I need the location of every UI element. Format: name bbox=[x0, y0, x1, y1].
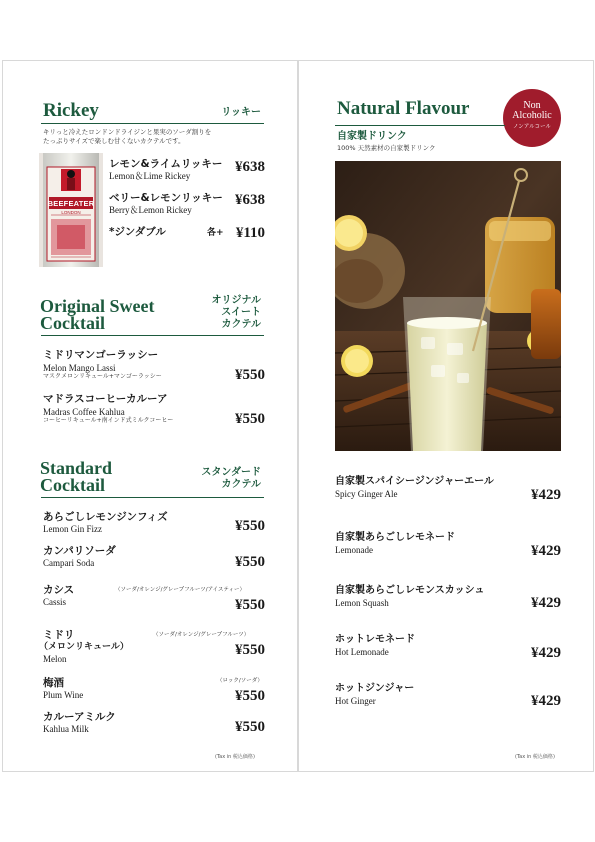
original-item-2-name-jp: マドラスコーヒーカルーア bbox=[43, 393, 168, 405]
rickey-item-1-price: ¥638 bbox=[235, 159, 265, 175]
natural-item-4-price: ¥429 bbox=[531, 645, 561, 661]
natural-item-1-name-jp: 自家製スパイシージンジャーエール bbox=[335, 476, 494, 487]
standard-item-3-price: ¥550 bbox=[235, 597, 265, 613]
natural-item-1-price: ¥429 bbox=[531, 487, 561, 503]
rickey-addon-prefix: 各+ bbox=[207, 228, 224, 238]
original-title-line-2: Cocktail bbox=[40, 313, 105, 333]
standard-item-1-name-jp: あらごしレモンジンフィズ bbox=[43, 511, 168, 523]
right-menu-page bbox=[298, 60, 594, 772]
standard-item-5-name-en: Plum Wine bbox=[43, 690, 84, 700]
original-item-1-desc: マスクメロンリキュール+マンゴーラッシー bbox=[43, 373, 162, 380]
natural-item-4-name-jp: ホットレモネード bbox=[335, 634, 415, 645]
original-item-2-name-en: Madras Coffee Kahlua bbox=[43, 407, 125, 417]
natural-item-5-price: ¥429 bbox=[531, 693, 561, 709]
lemonade-photo bbox=[335, 161, 561, 451]
natural-rule bbox=[335, 125, 505, 126]
standard-item-5-name-jp: 梅酒 bbox=[43, 677, 64, 689]
rickey-item-2-name-en: Berry＆Lemon Rickey bbox=[109, 205, 192, 215]
original-item-1-price: ¥550 bbox=[235, 367, 265, 383]
rickey-title-jp: リッキー bbox=[221, 107, 261, 118]
right-tax-note: (Tax in 税込価格) bbox=[515, 754, 555, 760]
standard-item-2-price: ¥550 bbox=[235, 554, 265, 570]
natural-item-3-price: ¥429 bbox=[531, 595, 561, 611]
standard-item-5-price: ¥550 bbox=[235, 688, 265, 704]
standard-item-4-name-jp-2: （メロンリキュール） bbox=[39, 642, 129, 652]
natural-item-4-name-en: Hot Lemonade bbox=[335, 647, 389, 657]
natural-item-5-name-jp: ホットジンジャー bbox=[335, 683, 415, 694]
left-tax-note: (Tax in 税込価格) bbox=[215, 754, 255, 760]
original-item-2-desc: コーヒーリキュール+南インド式ミルクコーヒー bbox=[43, 417, 174, 424]
natural-item-2-name-jp: 自家製あらごしレモネード bbox=[335, 532, 455, 543]
rickey-addon-price: ¥110 bbox=[235, 225, 265, 241]
standard-item-6-price: ¥550 bbox=[235, 719, 265, 735]
rickey-item-2-price: ¥638 bbox=[235, 192, 265, 208]
bottle-sub-label: LONDON bbox=[61, 210, 81, 215]
original-title-jp-1: オリジナル bbox=[211, 295, 261, 306]
standard-item-2-name-en: Campari Soda bbox=[43, 558, 95, 568]
standard-item-2-name-jp: カンパリソーダ bbox=[43, 545, 116, 557]
rickey-title: Rickey bbox=[43, 100, 99, 121]
natural-item-2-name-en: Lemonade bbox=[335, 545, 373, 555]
standard-title-line-2: Cocktail bbox=[40, 475, 105, 495]
original-item-1-name-jp: ミドリマンゴーラッシー bbox=[43, 349, 159, 361]
bottle-label: BEEFEATER bbox=[47, 199, 95, 208]
rickey-item-2-name-jp: ベリー&レモンリッキー bbox=[109, 192, 223, 204]
standard-item-6-name-jp: カルーアミルク bbox=[43, 711, 116, 723]
original-rule bbox=[41, 335, 264, 336]
standard-item-6-name-en: Kahlua Milk bbox=[43, 724, 89, 734]
rickey-rule bbox=[41, 123, 264, 124]
standard-item-4-name-jp: ミドリ bbox=[43, 629, 75, 641]
rickey-item-1-name-en: Lemon＆Lime Rickey bbox=[109, 171, 191, 181]
natural-subtext: 100% 天然素材の自家製ドリンク bbox=[337, 144, 436, 152]
standard-item-4-name-en: Melon bbox=[43, 654, 67, 664]
natural-item-3-name-en: Lemon Squash bbox=[335, 598, 389, 608]
natural-subtitle: 自家製ドリンク bbox=[337, 131, 407, 142]
standard-title-jp-2: カクテル bbox=[221, 479, 261, 490]
rickey-intro-2: たっぷりサイズで楽しむ甘くないカクテルです。 bbox=[43, 137, 185, 145]
standard-item-1-price: ¥550 bbox=[235, 518, 265, 534]
badge-line-1: Non bbox=[523, 100, 541, 111]
badge-line-2: Alcoholic bbox=[512, 110, 552, 121]
gin-bottle-image bbox=[39, 153, 103, 267]
natural-flavour-title: Natural Flavour bbox=[337, 98, 470, 119]
natural-item-2-price: ¥429 bbox=[531, 543, 561, 559]
standard-rule bbox=[41, 497, 264, 498]
standard-item-3-name-jp: カシス bbox=[43, 584, 75, 596]
natural-item-3-name-jp: 自家製あらごしレモンスカッシュ bbox=[335, 585, 485, 596]
standard-item-1-name-en: Lemon Gin Fizz bbox=[43, 524, 102, 534]
standard-item-4-note: （ソーダ/オレンジ/グレープフルーツ） bbox=[153, 632, 250, 638]
standard-item-3-name-en: Cassis bbox=[43, 597, 67, 607]
original-title-jp-2: スイート bbox=[221, 307, 261, 318]
badge-line-3: ノンアルコール bbox=[513, 124, 551, 130]
original-title-jp-3: カクテル bbox=[221, 319, 261, 330]
standard-title-jp-1: スタンダード bbox=[201, 467, 261, 478]
natural-item-5-name-en: Hot Ginger bbox=[335, 696, 376, 706]
non-alcoholic-badge bbox=[503, 89, 561, 147]
standard-item-5-note: （ロック/ソーダ） bbox=[217, 678, 263, 684]
natural-item-1-name-en: Spicy Ginger Ale bbox=[335, 489, 398, 499]
original-title-line-1: Original Sweet bbox=[40, 296, 155, 316]
original-item-2-price: ¥550 bbox=[235, 411, 265, 427]
rickey-item-1-name-jp: レモン&ライムリッキー bbox=[109, 158, 223, 170]
standard-item-4-price: ¥550 bbox=[235, 642, 265, 658]
rickey-addon-label: *ジンダブル bbox=[109, 226, 166, 238]
original-item-1-name-en: Melon Mango Lassi bbox=[43, 363, 116, 373]
rickey-intro-1: キリっと冷えたロンドンドライジンと果実のソーダ割りを bbox=[43, 128, 212, 136]
left-menu-page bbox=[2, 60, 298, 772]
standard-item-3-note: （ソーダ/オレンジ/グレープフルーツ/アイスティー） bbox=[115, 587, 245, 593]
standard-title-line-1: Standard bbox=[40, 458, 113, 478]
